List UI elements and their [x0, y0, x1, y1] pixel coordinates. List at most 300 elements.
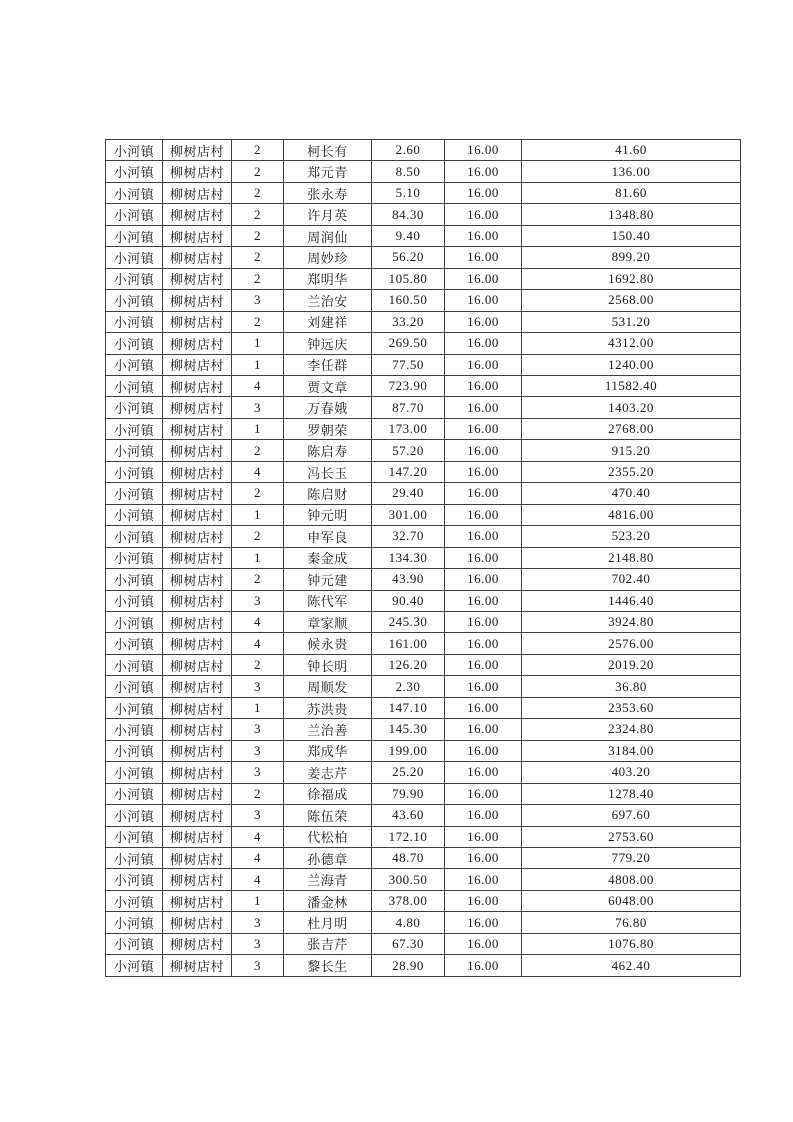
name-cell: 陈启寿	[284, 440, 372, 461]
name-cell: 许月英	[284, 204, 372, 225]
name-cell: 兰治善	[284, 719, 372, 740]
total-cell: 702.40	[522, 569, 741, 590]
type-number-cell: 1	[232, 418, 284, 439]
table-row	[106, 204, 741, 225]
town-cell: 小河镇	[106, 826, 163, 847]
name-cell: 徐福成	[284, 783, 372, 804]
type-number-cell: 2	[232, 311, 284, 332]
village-cell: 柳树店村	[163, 955, 232, 977]
village-cell: 柳树店村	[163, 354, 232, 375]
total-cell: 2768.00	[522, 418, 741, 439]
total-cell: 2353.60	[522, 697, 741, 718]
total-cell: 1348.80	[522, 204, 741, 225]
type-number-cell: 1	[232, 890, 284, 911]
unit-price-cell: 16.00	[445, 290, 522, 311]
town-cell: 小河镇	[106, 354, 163, 375]
quantity-cell: 134.30	[372, 547, 445, 568]
total-cell: 697.60	[522, 805, 741, 826]
name-cell: 潘金林	[284, 890, 372, 911]
town-cell: 小河镇	[106, 933, 163, 954]
unit-price-cell: 16.00	[445, 569, 522, 590]
unit-price-cell: 16.00	[445, 826, 522, 847]
name-cell: 郑明华	[284, 268, 372, 289]
total-cell: 2568.00	[522, 290, 741, 311]
type-number-cell: 2	[232, 483, 284, 504]
type-number-cell: 2	[232, 654, 284, 675]
name-cell: 周润仙	[284, 225, 372, 246]
unit-price-cell: 16.00	[445, 182, 522, 203]
name-cell: 周顺发	[284, 676, 372, 697]
unit-price-cell: 16.00	[445, 697, 522, 718]
village-cell: 柳树店村	[163, 397, 232, 418]
town-cell: 小河镇	[106, 590, 163, 611]
unit-price-cell: 16.00	[445, 633, 522, 654]
total-cell: 4808.00	[522, 869, 741, 890]
name-cell: 陈启财	[284, 483, 372, 504]
village-cell: 柳树店村	[163, 805, 232, 826]
type-number-cell: 4	[232, 633, 284, 654]
quantity-cell: 87.70	[372, 397, 445, 418]
unit-price-cell: 16.00	[445, 912, 522, 933]
total-cell: 4816.00	[522, 504, 741, 525]
town-cell: 小河镇	[106, 204, 163, 225]
table-row	[106, 805, 741, 826]
quantity-cell: 301.00	[372, 504, 445, 525]
quantity-cell: 173.00	[372, 418, 445, 439]
village-cell: 柳树店村	[163, 504, 232, 525]
quantity-cell: 2.30	[372, 676, 445, 697]
quantity-cell: 33.20	[372, 311, 445, 332]
type-number-cell: 3	[232, 397, 284, 418]
quantity-cell: 43.90	[372, 569, 445, 590]
name-cell: 孙德章	[284, 847, 372, 868]
unit-price-cell: 16.00	[445, 247, 522, 268]
table-row	[106, 547, 741, 568]
total-cell: 3184.00	[522, 740, 741, 761]
total-cell: 81.60	[522, 182, 741, 203]
name-cell: 周妙珍	[284, 247, 372, 268]
table-row	[106, 526, 741, 547]
quantity-cell: 160.50	[372, 290, 445, 311]
town-cell: 小河镇	[106, 440, 163, 461]
type-number-cell: 2	[232, 569, 284, 590]
type-number-cell: 4	[232, 611, 284, 632]
type-number-cell: 3	[232, 805, 284, 826]
total-cell: 4312.00	[522, 333, 741, 354]
unit-price-cell: 16.00	[445, 140, 522, 161]
type-number-cell: 4	[232, 847, 284, 868]
town-cell: 小河镇	[106, 847, 163, 868]
quantity-cell: 126.20	[372, 654, 445, 675]
table-row	[106, 847, 741, 868]
table-row	[106, 418, 741, 439]
village-cell: 柳树店村	[163, 547, 232, 568]
name-cell: 贾文章	[284, 375, 372, 396]
quantity-cell: 25.20	[372, 762, 445, 783]
town-cell: 小河镇	[106, 611, 163, 632]
quantity-cell: 4.80	[372, 912, 445, 933]
type-number-cell: 1	[232, 354, 284, 375]
name-cell: 罗朝荣	[284, 418, 372, 439]
quantity-cell: 48.70	[372, 847, 445, 868]
name-cell: 兰海青	[284, 869, 372, 890]
village-cell: 柳树店村	[163, 140, 232, 161]
unit-price-cell: 16.00	[445, 161, 522, 182]
total-cell: 915.20	[522, 440, 741, 461]
village-cell: 柳树店村	[163, 311, 232, 332]
type-number-cell: 1	[232, 504, 284, 525]
town-cell: 小河镇	[106, 504, 163, 525]
total-cell: 2324.80	[522, 719, 741, 740]
table-row	[106, 161, 741, 182]
name-cell: 杜月明	[284, 912, 372, 933]
type-number-cell: 4	[232, 461, 284, 482]
type-number-cell: 2	[232, 247, 284, 268]
total-cell: 462.40	[522, 955, 741, 977]
town-cell: 小河镇	[106, 333, 163, 354]
unit-price-cell: 16.00	[445, 526, 522, 547]
table-row	[106, 440, 741, 461]
name-cell: 候永贵	[284, 633, 372, 654]
type-number-cell: 4	[232, 375, 284, 396]
town-cell: 小河镇	[106, 569, 163, 590]
quantity-cell: 147.10	[372, 697, 445, 718]
name-cell: 代松柏	[284, 826, 372, 847]
total-cell: 2148.80	[522, 547, 741, 568]
table-row	[106, 762, 741, 783]
town-cell: 小河镇	[106, 140, 163, 161]
table-row	[106, 719, 741, 740]
village-cell: 柳树店村	[163, 676, 232, 697]
type-number-cell: 2	[232, 783, 284, 804]
quantity-cell: 56.20	[372, 247, 445, 268]
name-cell: 钟长明	[284, 654, 372, 675]
quantity-cell: 8.50	[372, 161, 445, 182]
table-row	[106, 461, 741, 482]
unit-price-cell: 16.00	[445, 611, 522, 632]
type-number-cell: 3	[232, 676, 284, 697]
unit-price-cell: 16.00	[445, 890, 522, 911]
total-cell: 523.20	[522, 526, 741, 547]
quantity-cell: 57.20	[372, 440, 445, 461]
town-cell: 小河镇	[106, 483, 163, 504]
unit-price-cell: 16.00	[445, 783, 522, 804]
quantity-cell: 723.90	[372, 375, 445, 396]
unit-price-cell: 16.00	[445, 311, 522, 332]
name-cell: 郑元青	[284, 161, 372, 182]
unit-price-cell: 16.00	[445, 847, 522, 868]
table-row	[106, 783, 741, 804]
town-cell: 小河镇	[106, 418, 163, 439]
village-cell: 柳树店村	[163, 461, 232, 482]
quantity-cell: 5.10	[372, 182, 445, 203]
total-cell: 1446.40	[522, 590, 741, 611]
table-row	[106, 826, 741, 847]
quantity-cell: 105.80	[372, 268, 445, 289]
unit-price-cell: 16.00	[445, 676, 522, 697]
village-cell: 柳树店村	[163, 611, 232, 632]
town-cell: 小河镇	[106, 268, 163, 289]
village-cell: 柳树店村	[163, 869, 232, 890]
town-cell: 小河镇	[106, 697, 163, 718]
type-number-cell: 2	[232, 268, 284, 289]
quantity-cell: 161.00	[372, 633, 445, 654]
unit-price-cell: 16.00	[445, 504, 522, 525]
village-cell: 柳树店村	[163, 590, 232, 611]
town-cell: 小河镇	[106, 182, 163, 203]
type-number-cell: 3	[232, 590, 284, 611]
unit-price-cell: 16.00	[445, 590, 522, 611]
table-row	[106, 140, 741, 161]
town-cell: 小河镇	[106, 161, 163, 182]
type-number-cell: 3	[232, 740, 284, 761]
type-number-cell: 4	[232, 826, 284, 847]
total-cell: 36.80	[522, 676, 741, 697]
village-cell: 柳树店村	[163, 740, 232, 761]
table-row	[106, 290, 741, 311]
table-row	[106, 333, 741, 354]
name-cell: 钟元建	[284, 569, 372, 590]
town-cell: 小河镇	[106, 719, 163, 740]
unit-price-cell: 16.00	[445, 333, 522, 354]
quantity-cell: 269.50	[372, 333, 445, 354]
table-row	[106, 654, 741, 675]
type-number-cell: 2	[232, 526, 284, 547]
name-cell: 柯长有	[284, 140, 372, 161]
quantity-cell: 145.30	[372, 719, 445, 740]
village-cell: 柳树店村	[163, 247, 232, 268]
name-cell: 钟远庆	[284, 333, 372, 354]
town-cell: 小河镇	[106, 290, 163, 311]
village-cell: 柳树店村	[163, 268, 232, 289]
village-cell: 柳树店村	[163, 633, 232, 654]
town-cell: 小河镇	[106, 869, 163, 890]
unit-price-cell: 16.00	[445, 740, 522, 761]
unit-price-cell: 16.00	[445, 354, 522, 375]
quantity-cell: 29.40	[372, 483, 445, 504]
type-number-cell: 3	[232, 762, 284, 783]
name-cell: 陈代军	[284, 590, 372, 611]
table-row	[106, 268, 741, 289]
total-cell: 1692.80	[522, 268, 741, 289]
unit-price-cell: 16.00	[445, 483, 522, 504]
type-number-cell: 4	[232, 869, 284, 890]
total-cell: 2355.20	[522, 461, 741, 482]
quantity-cell: 378.00	[372, 890, 445, 911]
town-cell: 小河镇	[106, 225, 163, 246]
village-cell: 柳树店村	[163, 654, 232, 675]
unit-price-cell: 16.00	[445, 375, 522, 396]
name-cell: 冯长玉	[284, 461, 372, 482]
type-number-cell: 2	[232, 161, 284, 182]
table-row	[106, 311, 741, 332]
total-cell: 470.40	[522, 483, 741, 504]
table-row	[106, 483, 741, 504]
village-cell: 柳树店村	[163, 890, 232, 911]
quantity-cell: 2.60	[372, 140, 445, 161]
unit-price-cell: 16.00	[445, 440, 522, 461]
total-cell: 76.80	[522, 912, 741, 933]
quantity-cell: 245.30	[372, 611, 445, 632]
quantity-cell: 79.90	[372, 783, 445, 804]
village-cell: 柳树店村	[163, 569, 232, 590]
quantity-cell: 43.60	[372, 805, 445, 826]
town-cell: 小河镇	[106, 247, 163, 268]
unit-price-cell: 16.00	[445, 461, 522, 482]
quantity-cell: 28.90	[372, 955, 445, 977]
village-cell: 柳树店村	[163, 526, 232, 547]
town-cell: 小河镇	[106, 654, 163, 675]
village-cell: 柳树店村	[163, 697, 232, 718]
table-row	[106, 397, 741, 418]
town-cell: 小河镇	[106, 740, 163, 761]
table-row	[106, 225, 741, 246]
village-cell: 柳树店村	[163, 762, 232, 783]
name-cell: 黎长生	[284, 955, 372, 977]
name-cell: 苏洪贵	[284, 697, 372, 718]
total-cell: 11582.40	[522, 375, 741, 396]
unit-price-cell: 16.00	[445, 869, 522, 890]
name-cell: 申军良	[284, 526, 372, 547]
unit-price-cell: 16.00	[445, 204, 522, 225]
total-cell: 899.20	[522, 247, 741, 268]
town-cell: 小河镇	[106, 526, 163, 547]
quantity-cell: 9.40	[372, 225, 445, 246]
unit-price-cell: 16.00	[445, 654, 522, 675]
town-cell: 小河镇	[106, 397, 163, 418]
unit-price-cell: 16.00	[445, 418, 522, 439]
village-cell: 柳树店村	[163, 182, 232, 203]
type-number-cell: 3	[232, 719, 284, 740]
town-cell: 小河镇	[106, 912, 163, 933]
village-cell: 柳树店村	[163, 933, 232, 954]
type-number-cell: 3	[232, 933, 284, 954]
town-cell: 小河镇	[106, 311, 163, 332]
total-cell: 3924.80	[522, 611, 741, 632]
village-cell: 柳树店村	[163, 333, 232, 354]
type-number-cell: 2	[232, 182, 284, 203]
quantity-cell: 172.10	[372, 826, 445, 847]
table-row	[106, 375, 741, 396]
table-row	[106, 182, 741, 203]
quantity-cell: 67.30	[372, 933, 445, 954]
village-cell: 柳树店村	[163, 783, 232, 804]
village-cell: 柳树店村	[163, 204, 232, 225]
name-cell: 刘建祥	[284, 311, 372, 332]
total-cell: 1076.80	[522, 933, 741, 954]
town-cell: 小河镇	[106, 805, 163, 826]
type-number-cell: 2	[232, 440, 284, 461]
table-row	[106, 697, 741, 718]
unit-price-cell: 16.00	[445, 225, 522, 246]
table-row	[106, 633, 741, 654]
quantity-cell: 84.30	[372, 204, 445, 225]
village-cell: 柳树店村	[163, 290, 232, 311]
town-cell: 小河镇	[106, 955, 163, 977]
village-cell: 柳树店村	[163, 225, 232, 246]
total-cell: 6048.00	[522, 890, 741, 911]
type-number-cell: 3	[232, 955, 284, 977]
name-cell: 万春娥	[284, 397, 372, 418]
type-number-cell: 2	[232, 225, 284, 246]
village-cell: 柳树店村	[163, 483, 232, 504]
total-cell: 41.60	[522, 140, 741, 161]
quantity-cell: 77.50	[372, 354, 445, 375]
unit-price-cell: 16.00	[445, 719, 522, 740]
quantity-cell: 199.00	[372, 740, 445, 761]
total-cell: 1240.00	[522, 354, 741, 375]
table-row	[106, 590, 741, 611]
total-cell: 403.20	[522, 762, 741, 783]
village-cell: 柳树店村	[163, 375, 232, 396]
town-cell: 小河镇	[106, 547, 163, 568]
table-row	[106, 676, 741, 697]
type-number-cell: 2	[232, 204, 284, 225]
total-cell: 1403.20	[522, 397, 741, 418]
name-cell: 张永寿	[284, 182, 372, 203]
quantity-cell: 147.20	[372, 461, 445, 482]
town-cell: 小河镇	[106, 676, 163, 697]
unit-price-cell: 16.00	[445, 762, 522, 783]
table-row	[106, 955, 741, 977]
payment-table	[105, 139, 741, 977]
quantity-cell: 32.70	[372, 526, 445, 547]
town-cell: 小河镇	[106, 783, 163, 804]
total-cell: 136.00	[522, 161, 741, 182]
name-cell: 陈伍荣	[284, 805, 372, 826]
total-cell: 779.20	[522, 847, 741, 868]
village-cell: 柳树店村	[163, 440, 232, 461]
unit-price-cell: 16.00	[445, 397, 522, 418]
town-cell: 小河镇	[106, 890, 163, 911]
village-cell: 柳树店村	[163, 912, 232, 933]
name-cell: 李任群	[284, 354, 372, 375]
table-row	[106, 890, 741, 911]
table-row	[106, 740, 741, 761]
table-row	[106, 912, 741, 933]
type-number-cell: 1	[232, 333, 284, 354]
name-cell: 章家顺	[284, 611, 372, 632]
town-cell: 小河镇	[106, 375, 163, 396]
total-cell: 531.20	[522, 311, 741, 332]
quantity-cell: 90.40	[372, 590, 445, 611]
name-cell: 兰治安	[284, 290, 372, 311]
town-cell: 小河镇	[106, 762, 163, 783]
total-cell: 2753.60	[522, 826, 741, 847]
total-cell: 1278.40	[522, 783, 741, 804]
table-row	[106, 569, 741, 590]
type-number-cell: 2	[232, 140, 284, 161]
name-cell: 姜志芹	[284, 762, 372, 783]
table-row	[106, 247, 741, 268]
name-cell: 张吉芹	[284, 933, 372, 954]
name-cell: 郑成华	[284, 740, 372, 761]
type-number-cell: 3	[232, 912, 284, 933]
unit-price-cell: 16.00	[445, 547, 522, 568]
village-cell: 柳树店村	[163, 418, 232, 439]
total-cell: 150.40	[522, 225, 741, 246]
unit-price-cell: 16.00	[445, 805, 522, 826]
type-number-cell: 1	[232, 697, 284, 718]
unit-price-cell: 16.00	[445, 933, 522, 954]
type-number-cell: 1	[232, 547, 284, 568]
village-cell: 柳树店村	[163, 161, 232, 182]
table-row	[106, 611, 741, 632]
total-cell: 2576.00	[522, 633, 741, 654]
village-cell: 柳树店村	[163, 719, 232, 740]
table-row	[106, 869, 741, 890]
table-row	[106, 504, 741, 525]
